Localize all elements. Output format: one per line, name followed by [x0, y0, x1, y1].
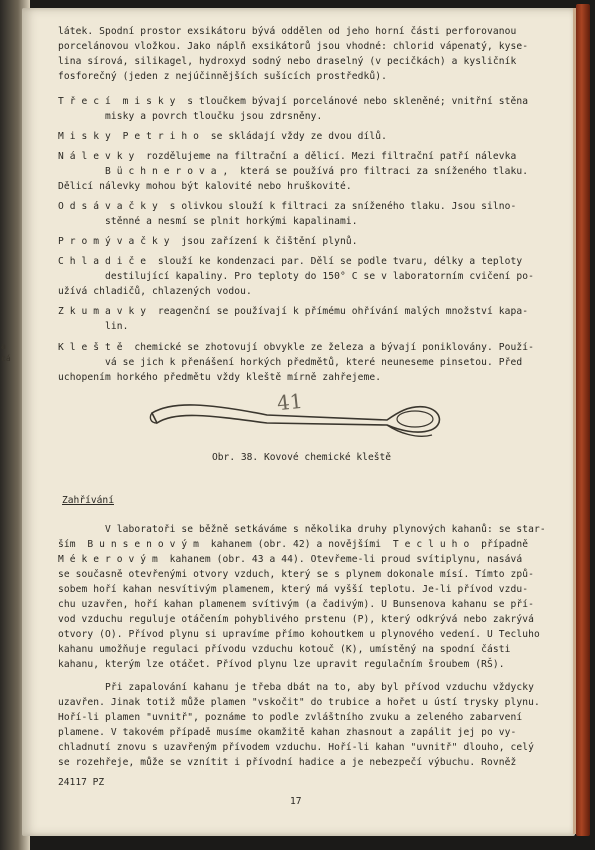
- text-line: vod vzduchu reguluje otáčením pohyblivého prstenu (P), který odkrývá nebo zakrývá: [58, 614, 534, 625]
- text-line: Hoří-li plamen "uvnitř", poznáme to podle zvláštního zvuku a zeleného zabarvení: [58, 712, 523, 723]
- text-line: užívá chladičů, chlazených vodou.: [58, 286, 252, 297]
- text-line: chladnutí znovu s uzavřeným přívodem vzduchu. Hoří-li kahan "uvnitř" dlouho, celý: [58, 742, 534, 753]
- text-line: se rozehřeje, může se vznítit i přívodní hadice a je nebezpečí výbuchu. Rovněž: [58, 757, 517, 768]
- text-line: Dělicí nálevky mohou být kalovité nebo hruškovité.: [58, 181, 352, 192]
- text-line: misky a povrch tloučku jsou zdrsněny.: [58, 111, 323, 122]
- handwritten-figure-number: 41: [275, 388, 304, 416]
- page-number: 17: [290, 796, 302, 807]
- text-line: porcelánovou vložkou. Jako náplň exsikátorů jsou vhodné: chlorid vápenatý, kyse-: [58, 41, 529, 52]
- text-line: otvory (O). Přívod plynu si upravíme přímo kohoutkem u plynového vedení. U Tecluho: [58, 629, 540, 640]
- text-line: kahanu, kterým lze otáčet. Přívod plynu lze upravit regulačním šroubem (RŠ).: [58, 659, 505, 670]
- text-line: C h l a d i č e slouží ke kondenzaci par. Dělí se podle tvaru, délky a teploty: [58, 256, 523, 267]
- text-line: V laboratoři se běžně setkáváme s několika druhy plynových kahanů: se star-: [58, 524, 546, 535]
- text-line: lina sírová, silikagel, hydroxyd sodný nebo draselný (v pecičkách) a kysličník: [58, 56, 517, 67]
- margin-note-2: cá: [1, 354, 11, 363]
- text-line: chu uzavřen, hoří kahan plamenem svítivým (a čadivým). U Bunsenova kahanu se pří-: [58, 599, 534, 610]
- text-line: Z k u m a v k y reagenční se používají k přímému ohřívání malých množství kapa-: [58, 306, 529, 317]
- section-heading: Zahřívání: [62, 495, 114, 506]
- text-line: stěnné a nesmí se plnit horkými kapalinami.: [58, 216, 358, 227]
- text-line: B ü c h n e r o v a , která se používá pro filtraci za sníženého tlaku.: [58, 166, 529, 177]
- text-line: M é k e r o v ý m kahanem (obr. 43 a 44). Otevřeme-li proud svítiplynu, nasává: [58, 554, 523, 565]
- text-line: O d s á v a č k y s olivkou slouží k filtraci za sníženého tlaku. Jsou silno-: [58, 201, 517, 212]
- book-page: [22, 8, 575, 836]
- print-code: 24117 PZ: [58, 777, 105, 788]
- text-line: uchopením horkého předmětu vždy kleště mírně zahřejeme.: [58, 372, 382, 383]
- text-line: N á l e v k y rozdělujeme na filtrační a dělicí. Mezi filtrační patří nálevka: [58, 151, 517, 162]
- margin-note-1: a: [1, 342, 6, 351]
- text-line: vá se jich k přenášení horkých předmětů, které neuneseme pinsetou. Před: [58, 357, 523, 368]
- text-line: fosforečný (jeden z nejúčinnějších sušících prostředků).: [58, 71, 388, 82]
- text-line: ším B u n s e n o v ý m kahanem (obr. 42) a novějšími T e c l u h o případně: [58, 539, 529, 550]
- book-binding: [576, 4, 590, 836]
- text-line: lin.: [58, 321, 129, 332]
- text-line: T ř e c í m i s k y s tloučkem bývají porcelánové nebo skleněné; vnitřní stěna: [58, 96, 529, 107]
- text-line: plamene. V takovém případě musíme okamžitě kahan zhasnout a zapálit jej po vy-: [58, 727, 517, 738]
- text-line: sobem hoří kahan nesvítivým plamenem, který má vyšší teplotu. Je-li přívod vzdu-: [58, 584, 529, 595]
- text-line: Při zapalování kahanu je třeba dbát na to, aby byl přívod vzduchu vždycky: [58, 682, 534, 693]
- figure-caption: Obr. 38. Kovové chemické kleště: [212, 452, 392, 463]
- text-line: kahanu umožňuje regulaci přívodu vzduchu kotouč (K), umístěný na spodní části: [58, 644, 511, 655]
- text-line: P r o m ý v a č k y jsou zařízení k čištění plynů.: [58, 236, 358, 247]
- text-line: K l e š t ě chemické se zhotovují obvykle ze železa a bývají poniklovány. Použí-: [58, 342, 534, 353]
- text-line: uzavřen. Jinak totiž může plamen "vskočit" do trubice a hořet u ústí trysky plynu.: [58, 697, 540, 708]
- text-line: se současně otevřenými otvory vzduch, který se s plynem dokonale mísí. Tímto způ-: [58, 569, 534, 580]
- text-line: destilující kapaliny. Pro teploty do 150° C se v laboratorním cvičení po-: [58, 271, 534, 282]
- text-line: M i s k y P e t r i h o se skládají vždy ze dvou dílů.: [58, 131, 388, 142]
- text-line: látek. Spodní prostor exsikátoru bývá oddělen od jeho horní části perforovanou: [58, 26, 517, 37]
- tongs-illustration: [147, 393, 447, 443]
